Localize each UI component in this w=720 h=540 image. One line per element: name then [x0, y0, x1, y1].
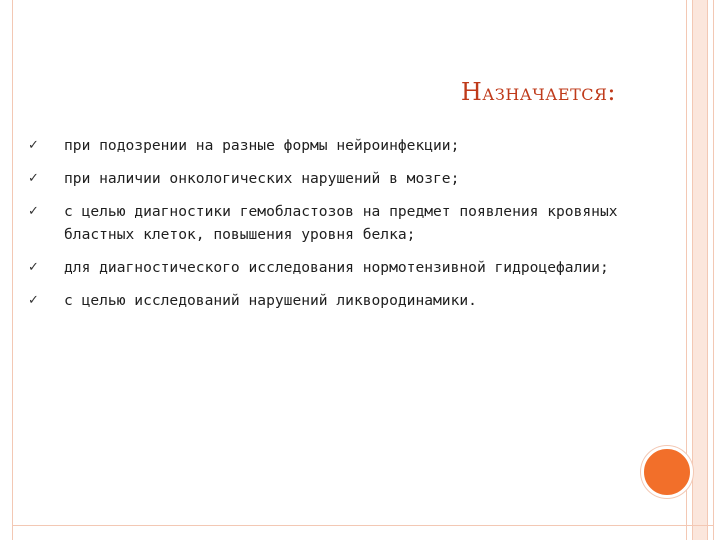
list-item: [28, 289, 618, 312]
checkmark-icon: ✓: [28, 138, 39, 153]
checkmark-icon: ✓: [28, 171, 39, 186]
slide-title-rest: АЗНАЧАЕТСЯ: [482, 85, 608, 104]
slide-title-initial: Н: [460, 78, 483, 106]
decorative-orange-circle: [641, 446, 693, 498]
list-item-text: при подозрении на разные формы нейроинфекции;: [64, 137, 460, 154]
list-item-text: для диагностического исследования нормотензивной гидроцефалии;: [64, 259, 609, 276]
slide-frame-bottom: [12, 525, 714, 526]
slide-frame-right-line-4: [713, 0, 714, 540]
slide-title: [461, 78, 616, 106]
checkmark-icon: ✓: [28, 204, 39, 219]
slide-frame-right-line-3: [707, 0, 708, 540]
slide-frame-right-band: [693, 0, 707, 540]
list-item: [28, 256, 618, 279]
list-item: [28, 167, 618, 190]
slide-frame-right-line-2: [692, 0, 693, 540]
slide-title-colon: :: [607, 78, 616, 106]
list-item: [28, 134, 618, 157]
indication-list: [28, 134, 618, 322]
list-item-text: с целью диагностики гемобластозов на предмет появления кровяных бластных клеток, повышения уровня белка;: [64, 203, 618, 243]
checkmark-icon: ✓: [28, 260, 39, 275]
list-item: [28, 200, 618, 246]
slide-frame-left: [12, 0, 13, 540]
checkmark-icon: ✓: [28, 293, 39, 308]
list-item-text: при наличии онкологических нарушений в мозге;: [64, 170, 460, 187]
list-item-text: с целью исследований нарушений ликвородинамики.: [64, 292, 477, 309]
